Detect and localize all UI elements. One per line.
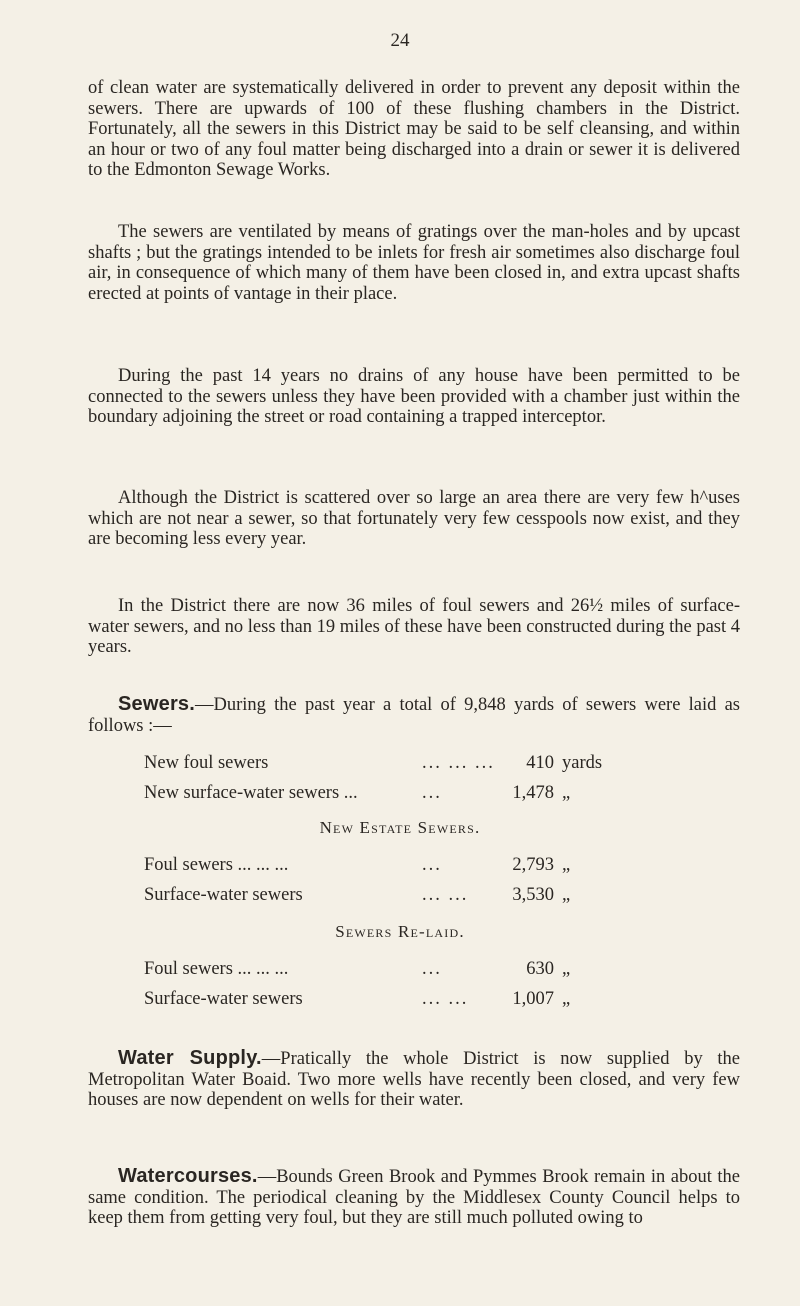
row-quantity: 2,793	[512, 855, 554, 875]
row-leader: ...	[422, 855, 442, 875]
row-label: New foul sewers	[144, 753, 269, 773]
water-supply-text: —Pratically the whole District is now supplied by the Metropolitan Water Boaid. Two more wells have recently been closed, and very few houses are now dependent on wells for their water.	[88, 1049, 740, 1111]
paragraph-drains: During the past 14 years no drains of any house have been permitted to be connected to the sewers unless they have been provided with a chamber just within the boundary adjoining the street or road containing a trapped interceptor.	[88, 366, 740, 428]
row-leader: ... ... ...	[422, 753, 495, 773]
table-row	[144, 988, 684, 1010]
row-unit: „	[562, 989, 571, 1009]
subheading-new-estate-sewers: New Estate Sewers.	[319, 818, 481, 837]
row-unit: „	[562, 885, 571, 905]
row-leader: ... ...	[422, 885, 469, 905]
row-leader: ...	[422, 783, 442, 803]
row-label: New surface-water sewers ...	[144, 783, 358, 803]
table-row	[144, 958, 684, 980]
watercourses-text: —Bounds Green Brook and Pymmes Brook remain in about the same condition. The periodical cleaning by the Middlesex County Council helps to keep them from getting very foul, but they are still much polluted owing to	[88, 1167, 740, 1229]
paragraph-cesspools: Although the District is scattered over so large an area there are very few h^uses which are not near a sewer, so that fortunately very few cesspools now exist, and they are becoming less every year.	[88, 488, 740, 550]
table-row	[144, 782, 684, 804]
water-supply-heading: Water Supply.	[118, 1047, 262, 1069]
row-unit: „	[562, 855, 571, 875]
table-row	[144, 884, 684, 906]
row-label: Surface-water sewers	[144, 885, 303, 905]
row-unit: „	[562, 959, 571, 979]
watercourses-heading: Watercourses.	[118, 1165, 258, 1187]
row-unit: yards	[562, 753, 603, 773]
row-leader: ... ...	[422, 989, 469, 1009]
water-supply-section	[88, 1048, 740, 1111]
row-label: Foul sewers ... ... ...	[144, 855, 289, 875]
row-quantity: 1,007	[512, 989, 554, 1009]
sewers-intro-text: —During the past year a total of 9,848 yards of sewers were laid as follows :—	[88, 695, 740, 736]
row-quantity: 630	[526, 959, 554, 979]
watercourses-section	[88, 1166, 740, 1229]
paragraph-ventilation: The sewers are ventilated by means of gratings over the man-holes and by upcast shafts ; but the gratings intended to be inlets for fresh air sometimes also discharge foul air, in consequence of which many of them have been closed in, and extra upcast shafts erected at points of vantage in their place.	[88, 222, 740, 304]
row-label: Foul sewers ... ... ...	[144, 959, 289, 979]
row-quantity: 410	[526, 753, 554, 773]
row-unit: „	[562, 783, 571, 803]
paragraph-flushing-chambers: of clean water are systematically delivered in order to prevent any deposit within the sewers. There are upwards of 100 of these flushing chambers in the District. Fortunately, all the sewers in this District may be said to be self cleansing, and within an hour or two of any foul matter being discharged into a drain or sewer it is delivered to the Edmonton Sewage Works.	[88, 78, 740, 181]
row-quantity: 1,478	[512, 783, 554, 803]
subheading-sewers-relaid: Sewers Re-laid.	[335, 922, 465, 941]
row-leader: ...	[422, 959, 442, 979]
table-row	[144, 854, 684, 876]
sewers-section-intro	[88, 694, 740, 736]
table-row	[144, 752, 684, 774]
row-quantity: 3,530	[512, 885, 554, 905]
paragraph-sewer-mileage: In the District there are now 36 miles of foul sewers and 26½ miles of surface-water sewers, and no less than 19 miles of these have been constructed during the past 4 years.	[88, 596, 740, 658]
sewers-heading: Sewers.	[118, 693, 196, 715]
row-label: Surface-water sewers	[144, 989, 303, 1009]
page-number: 24	[390, 30, 410, 51]
